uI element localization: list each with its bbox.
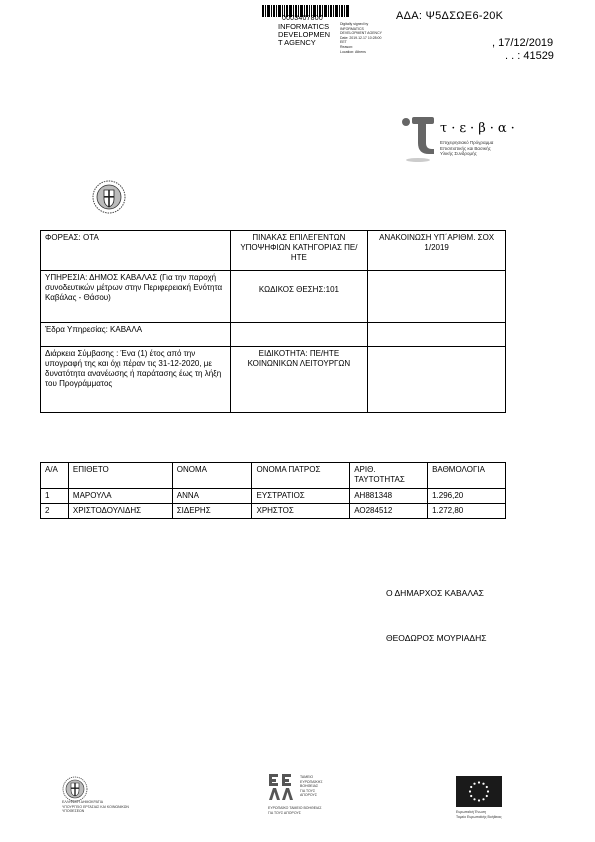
signature-detail-line: INFORMATICS [340,26,364,31]
teba-subtitle-line: Υλικής Συνδρομής [440,151,477,156]
table-cell [368,271,506,323]
eu-star-icon [482,783,484,785]
teba-subtitle-line: Επιχειρησιακό Πρόγραμμα [440,140,494,145]
eu-star-icon [487,790,489,792]
eu-star-icon [478,781,480,783]
fead-text-line: ΓΙΑ ΤΟΥΣ ΑΠΟΡΟΥΣ [300,788,318,797]
fead-text-line: ΤΑΜΕΙΟ [300,775,314,779]
signature-detail-line: Reason: [340,44,354,49]
table-cell: Διάρκεια Σύμβασης : Ένα (1) έτος από την υπογραφή της και όχι πέραν τις 31-12-2020, με δυνατότητα ανανέωσης ή παράτασης έως τη λήξη του Προγράμματος [41,347,231,413]
table-cell: Έδρα Υπηρεσίας: ΚΑΒΑΛΑ [41,323,231,347]
table-cell: ΜΑΡΟΥΛΑ [68,489,172,504]
fead-text-line: ΒΟΗΘΕΙΑΣ [300,784,319,788]
signatory-name: ΘΕΟΔΩΡΟΣ ΜΟΥΡΙΑΔΗΣ [386,633,487,643]
table-cell: ΧΡΙΣΤΟΔΟΥΛΙΔΗΣ [68,504,172,519]
greek-emblem-icon [92,180,126,214]
fead-subtitle-line: ΓΙΑ ΤΟΥΣ ΑΠΟΡΟΥΣ [268,810,301,815]
column-header: Α/Α [41,463,69,489]
table-cell: ΕΙΔΙΚΟΤΗΤΑ: ΠΕ/ΗΤΕ ΚΟΙΝΩΝΙΚΩΝ ΛΕΙΤΟΥΡΓΩΝ [230,347,368,413]
table-row [41,323,506,347]
table-cell: ΥΠΗΡΕΣΙΑ: ΔΗΜΟΣ ΚΑΒΑΛΑΣ (Για την παροχή συνοδευτικών μέτρων στην Περιφερειακή Ενότητα Καβάλας - Θάσου) [41,271,231,323]
column-header: ΟΝΟΜΑ ΠΑΤΡΟΣ [252,463,350,489]
table-cell: ΑΟ284512 [350,504,428,519]
signature-detail-line: EET [340,40,347,45]
eu-flag-text [456,810,516,819]
ministry-text-line: ΥΠΟΥΡΓΕΙΟ ΕΡΓΑΣΙΑΣ ΚΑΙ ΚΟΙΝΩΝΙΚΩΝ ΥΠΟΘΕΣΕΩΝ [62,804,129,813]
table-cell: ΣΙΔΕΡΗΣ [172,504,252,519]
table-row [41,231,506,271]
column-header: ΒΑΘΜΟΛΟΓΙΑ [428,463,506,489]
table-cell: ΑΝΝΑ [172,489,252,504]
table-cell: 2 [41,504,69,519]
candidates-table [40,462,506,519]
eu-star-icon [469,790,471,792]
teba-subtitle-line: Επισιτιστικής και Βασικής [440,145,491,151]
barcode-number: 0003407800 [282,15,323,22]
fead-logo-text [300,775,330,798]
signature-detail-line: Location: Athens [340,49,366,54]
table-cell: ΑΝΑΚΟΙΝΩΣΗ ΥΠ΄ΑΡΙΘΜ. ΣΟΧ 1/2019 [368,231,506,271]
agency-line: INFORMATICS [278,22,330,31]
table-cell [230,323,368,347]
eu-star-icon [486,795,488,797]
table-cell: 1.296,20 [428,489,506,504]
teba-wordmark: τ·ε·β·α· [440,121,519,136]
agency-name [278,23,338,47]
table-cell [368,323,506,347]
signature-detail-line: Date: 2019.12.17 10:28:00 [340,35,382,40]
table-cell: ΠΙΝΑΚΑΣ ΕΠΙΛΕΓΕΝΤΩΝ ΥΠΟΨΗΦΙΩΝ ΚΑΤΗΓΟΡΙΑΣ ΠΕ/ΗΤΕ [230,231,368,271]
table-header-row [41,463,506,489]
ministry-emblem-text [62,800,142,814]
table-cell [368,347,506,413]
eu-star-icon [473,798,475,800]
eu-star-icon [478,799,480,801]
table-row [41,347,506,413]
signature-detail-line: Digitally signed by [340,22,369,26]
table-cell: ΚΩΔΙΚΟΣ ΘΕΣΗΣ:101 [230,271,368,323]
eu-star-icon [470,786,472,788]
position-info-table [40,230,506,413]
eu-text-line: Ευρωπαϊκή Ένωση [456,810,487,814]
table-row [41,489,506,504]
table-cell: 1 [41,489,69,504]
eu-flag-icon [456,776,502,807]
digital-signature-details [340,22,412,54]
eu-text-line: Ταμείο Ευρωπαϊκής Βοήθειας [456,814,502,819]
column-header: ΕΠΙΘΕΤΟ [68,463,172,489]
table-cell: ΕΥΣΤΡΑΤΙΟΣ [252,489,350,504]
fead-text-line: ΕΥΡΩΠΑΪΚΗΣ [300,779,323,784]
eu-star-icon [473,783,475,785]
signatory-title: Ο ΔΗΜΑΡΧΟΣ ΚΑΒΑΛΑΣ [386,588,484,598]
table-cell: 1.272,80 [428,504,506,519]
ada-code: ΑΔΑ: Ψ5ΔΣΩΕ6-20Κ [396,10,504,22]
signature-detail-line: DEVELOPMENT AGENCY [340,31,382,36]
document-date: , 17/12/2019 [492,37,554,49]
eu-star-icon [482,798,484,800]
fead-subtitle-line: ΕΥΡΩΠΑΪΚΟ ΤΑΜΕΙΟ ΒΟΗΘΕΙΑΣ [268,806,322,810]
fead-subtitle [268,806,338,815]
teba-subtitle [440,140,510,157]
table-cell: ΧΡΗΣΤΟΣ [252,504,350,519]
ministry-emblem-icon [62,776,88,802]
agency-line: T AGENCY [278,38,316,47]
table-cell: ΦΟΡΕΑΣ: ΟΤΑ [41,231,231,271]
eu-star-icon [486,786,488,788]
ministry-text-line: ΕΛΛΗΝΙΚΗ ΔΗΜΟΚΡΑΤΙΑ [62,800,104,804]
fead-logo-icon [268,772,296,802]
table-cell: ΑΗ881348 [350,489,428,504]
eu-star-icon [470,795,472,797]
protocol-number: . . : 41529 [505,50,554,62]
agency-line: DEVELOPMEN [278,30,331,39]
table-row [41,504,506,519]
column-header: ΟΝΟΜΑ [172,463,252,489]
table-row [41,271,506,323]
column-header: ΑΡΙΘ. ΤΑΥΤΟΤΗΤΑΣ [350,463,428,489]
